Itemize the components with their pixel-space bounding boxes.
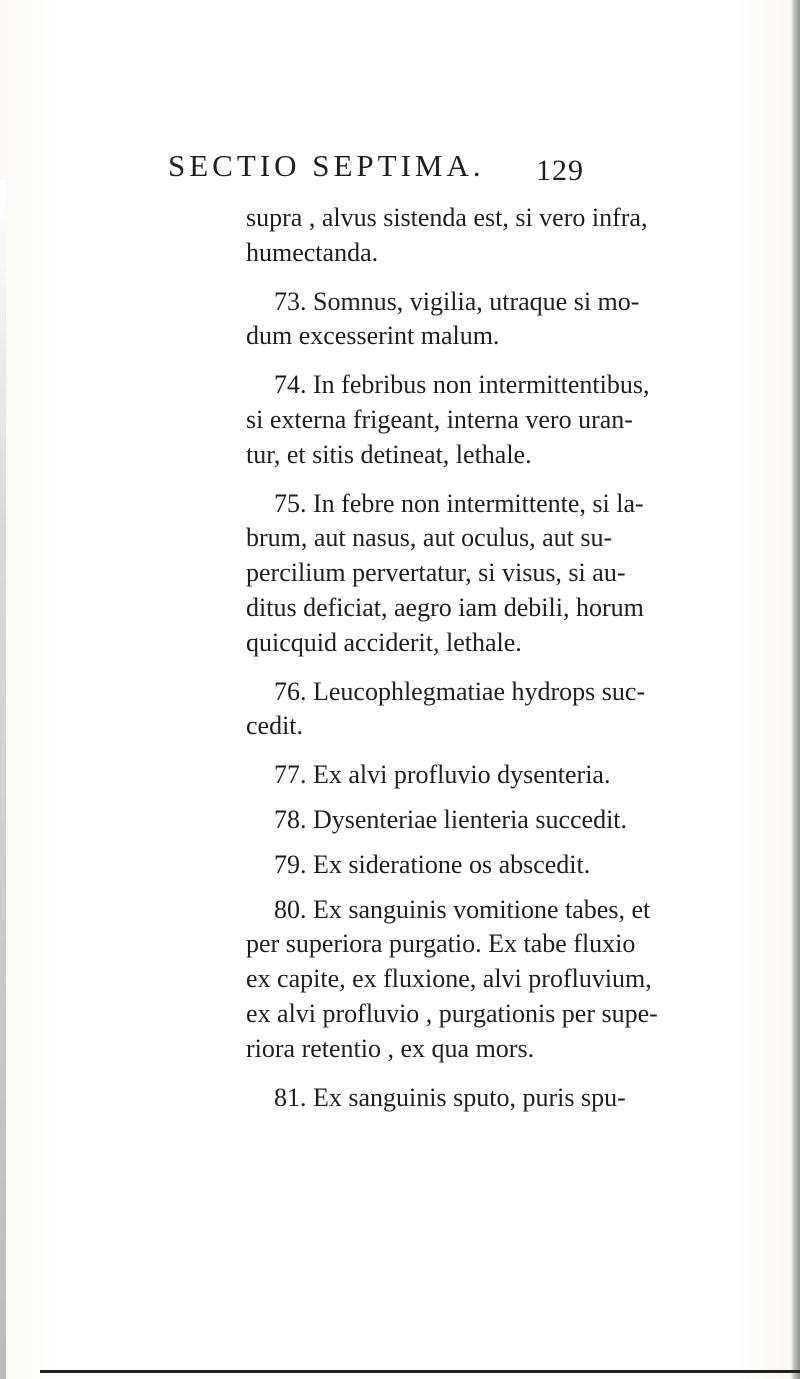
text-line: supra , alvus sistenda est, si vero infra, (246, 203, 648, 232)
body-text (246, 201, 776, 1115)
page-header (168, 148, 658, 188)
aphorism-79 (246, 848, 776, 883)
text-line: 78. Dysenteriae lienteria succedit. (274, 804, 628, 834)
running-title: SECTIO SEPTIMA. (168, 148, 485, 183)
paragraph-continuation (246, 201, 776, 271)
text-line: tur, et sitis detineat, lethale. (246, 439, 532, 469)
aphorism-78 (246, 803, 776, 838)
text-line: 75. In febre non intermittente, si la- (274, 488, 644, 518)
page-edge-shadow (0, 180, 6, 1379)
text-line: dum excesserint malum. (246, 321, 500, 351)
text-line: per superiora purgatio. Ex tabe fluxio (246, 929, 636, 959)
page-number: 129 (536, 154, 584, 187)
bottom-edge-line (40, 1370, 800, 1373)
text-line: 80. Ex sanguinis vomitione tabes, et (274, 894, 651, 924)
text-line: quicquid acciderit, lethale. (246, 627, 522, 657)
text-line: si externa frigeant, interna vero uran- (246, 404, 633, 434)
aphorism-75 (246, 487, 776, 661)
text-line: ex alvi profluvio , purgationis per supe- (246, 998, 658, 1028)
text-line: 81. Ex sanguinis sputo, puris spu- (274, 1082, 626, 1112)
text-line: 73. Somnus, vigilia, utraque si mo- (274, 286, 640, 316)
text-line: riora retentio , ex qua mors. (246, 1033, 535, 1063)
text-line: humectanda. (246, 237, 379, 267)
text-line: ex capite, ex fluxione, alvi profluvium, (246, 964, 652, 994)
aphorism-76 (246, 675, 776, 745)
aphorism-80 (246, 893, 776, 1067)
text-line: ditus deficiat, aegro iam debili, horum (246, 592, 644, 622)
text-line: brum, aut nasus, aut oculus, aut su- (246, 523, 613, 553)
text-line: 77. Ex alvi profluvio dysenteria. (274, 760, 611, 790)
aphorism-77 (246, 758, 776, 793)
text-line: 76. Leucophlegmatiae hydrops suc- (274, 676, 646, 706)
aphorism-74 (246, 368, 776, 472)
aphorism-81 (246, 1081, 776, 1116)
text-line: percilium pervertatur, si visus, si au- (246, 558, 626, 588)
gutter-shadow (790, 0, 800, 1379)
text-line: 74. In febribus non intermittentibus, (274, 370, 650, 400)
text-line: cedit. (246, 711, 304, 741)
text-line: 79. Ex sideratione os abscedit. (274, 849, 591, 879)
aphorism-73 (246, 285, 776, 355)
